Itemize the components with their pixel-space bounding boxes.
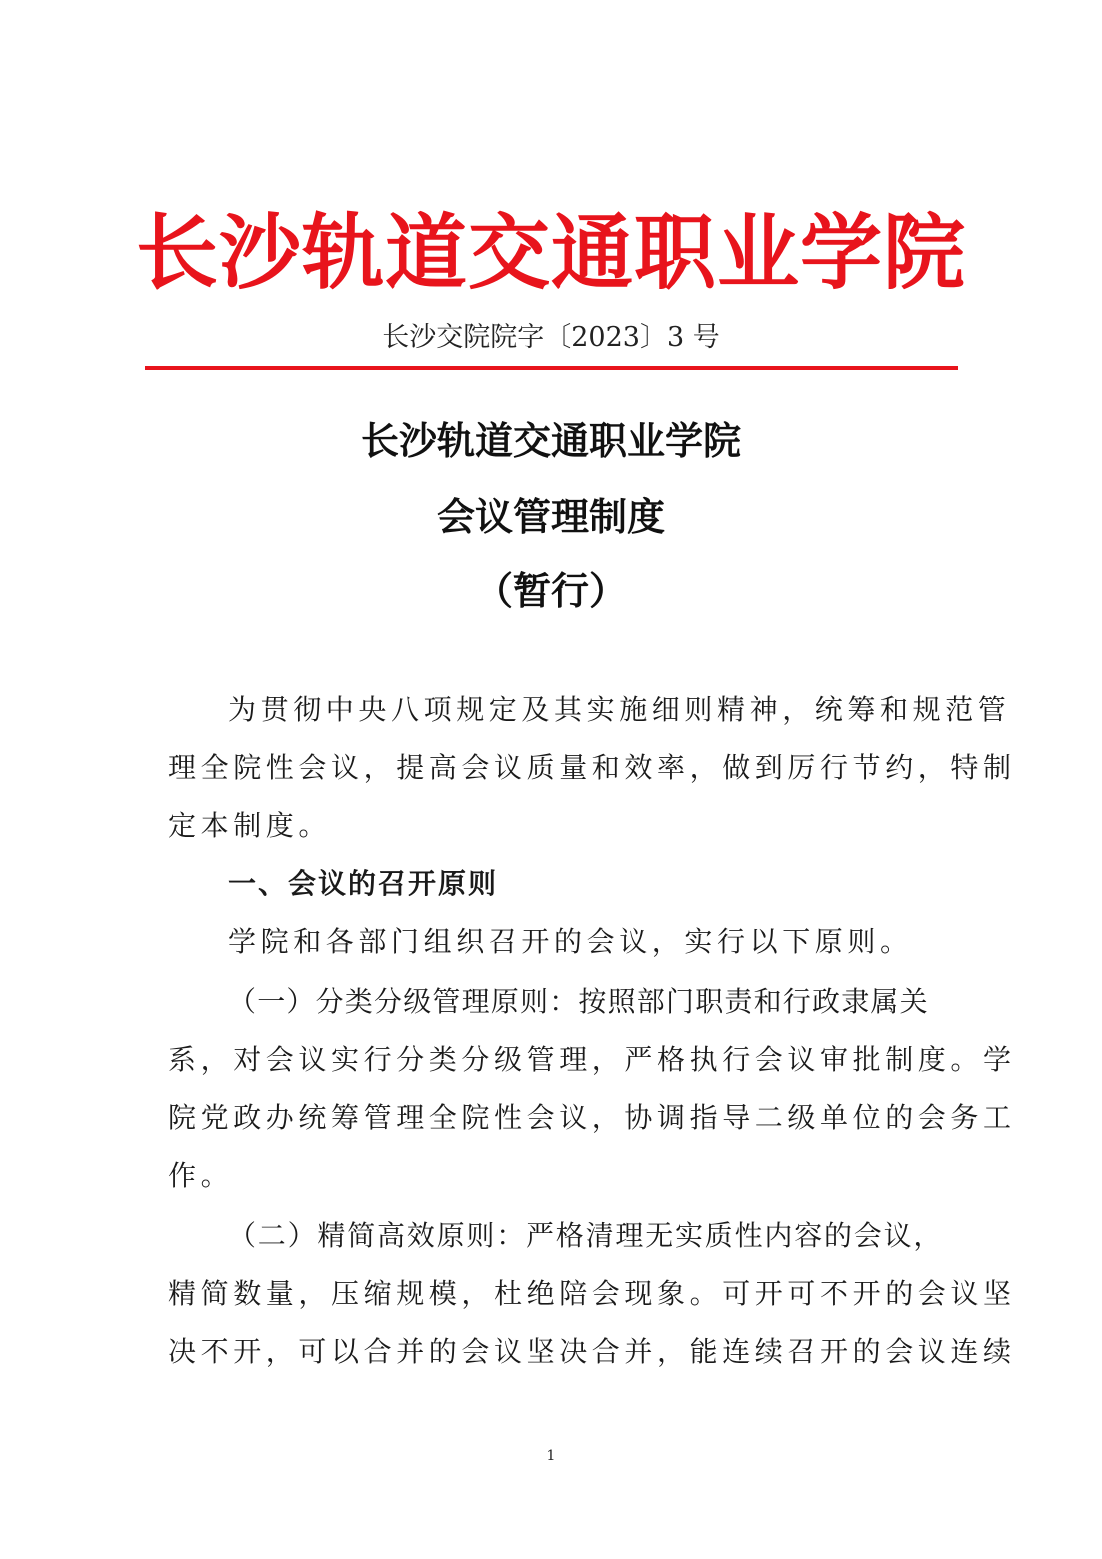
red-divider-line xyxy=(145,366,958,370)
institution-masthead: 长沙轨道交通职业学院 xyxy=(135,205,966,301)
paragraph-line: 作。 xyxy=(168,1159,234,1192)
paragraph-line: （一）分类分级管理原则：按照部门职责和行政隶属关 xyxy=(228,985,929,1018)
paragraph-line: 精简数量，压缩规模，杜绝陪会现象。可开可不开的会议坚 xyxy=(168,1277,1016,1310)
paragraph-line: 学院和各部门组织召开的会议，实行以下原则。 xyxy=(228,925,913,958)
section-heading: 一、会议的召开原则 xyxy=(228,867,499,900)
paragraph-line: 定本制度。 xyxy=(168,809,332,842)
paragraph-line: 院党政办统筹管理全院性会议，协调指导二级单位的会务工 xyxy=(168,1101,1016,1134)
paragraph-line: 决不开，可以合并的会议坚决合并，能连续召开的会议连续 xyxy=(168,1335,1016,1368)
document-title-status: （暂行） xyxy=(474,568,627,613)
page-number: 1 xyxy=(546,1448,556,1464)
document-title-name: 会议管理制度 xyxy=(436,494,665,539)
paragraph-line: 系，对会议实行分类分级管理，严格执行会议审批制度。学 xyxy=(168,1043,1016,1076)
paragraph-line: （二）精简高效原则：严格清理无实质性内容的会议， xyxy=(228,1219,944,1252)
paragraph-line: 理全院性会议，提高会议质量和效率，做到厉行节约，特制 xyxy=(168,751,1016,784)
document-number: 长沙交院院字〔2023〕3 号 xyxy=(382,322,720,353)
paragraph-line: 为贯彻中央八项规定及其实施细则精神，统筹和规范管 xyxy=(228,693,1011,726)
document-title-institution: 长沙轨道交通职业学院 xyxy=(360,418,741,463)
